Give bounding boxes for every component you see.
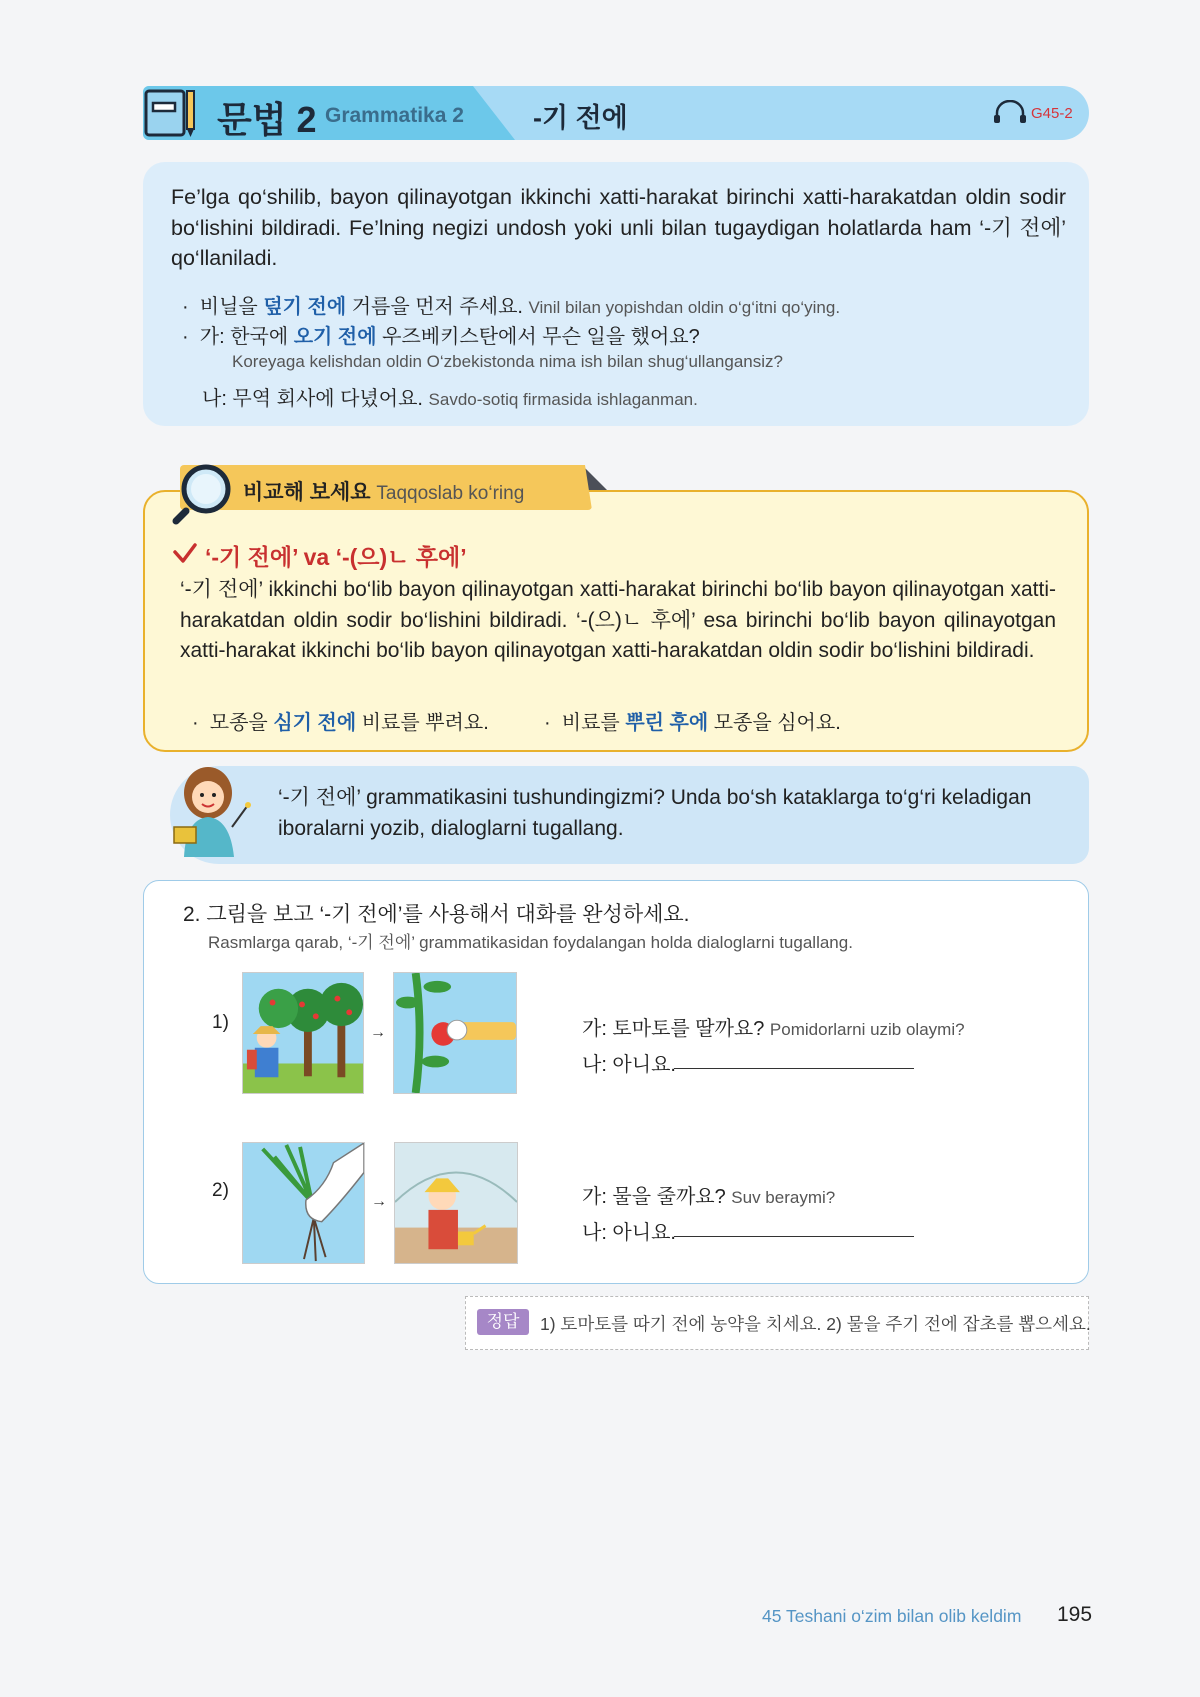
bullet: ·: [182, 296, 200, 318]
question-number: 2): [212, 1180, 229, 1201]
translation: Savdo-sotiq firmasida ishlaganman.: [428, 390, 698, 409]
dialogue-ga: 가: 토마토를 딸까요? Pomidorlarni uzib olaymi?: [582, 1018, 965, 1040]
tomato-field-picture: [242, 972, 364, 1094]
exercise-subtitle: Rasmlarga qarab, ‘-기 전에’ grammatikasidan foydalangan holda dialoglarni tugallang.: [208, 933, 853, 952]
example-1: · 비닐을 덮기 전에 거름을 먼저 주세요. Vinil bilan yopishdan oldin o‘g‘itni qo‘ying.: [182, 296, 841, 318]
compare-text: ‘-기 전에’ ikkinchi bo‘lib bayon qilinayotgan xatti-harakat birinchi bo‘lib bayon qilinayotgan xatti-harakatdan oldin sodir bo‘lishini bildiradi. ‘-(으)ㄴ 후에’ esa birinchi bo‘lib bayon qilinayotgan xatti-harakat ikkinchi bo‘lib bayon qilinayotgan xatti-harakatdan oldin sodir bo‘lishini bildiradi.: [180, 578, 1056, 662]
watering-picture: [394, 1142, 518, 1264]
compare-heading: ‘-기 전에’ va ‘-(으)ㄴ 후에’: [205, 544, 467, 570]
dialogue-ga: 가: 물을 줄까요? Suv beraymi?: [582, 1186, 836, 1208]
compare-example-1: · 모종을 심기 전에 비료를 뿌려요.: [192, 712, 489, 734]
teacher-note-text: ‘-기 전에’ grammatikasini tushundingizmi? Unda bo‘sh kataklarga to‘g‘ri keladigan iboralarni yozib, dialoglarni tugallang.: [278, 786, 1032, 840]
highlight: 덮기 전에: [263, 296, 347, 318]
dialogue-na: 나: 아니요.: [582, 1054, 676, 1076]
tomato-picking-picture: [393, 972, 517, 1094]
exercise-title: 2. 그림을 보고 ‘-기 전에’를 사용해서 대화를 완성하세요.: [183, 903, 690, 926]
answer-label: 정답: [477, 1309, 529, 1335]
arrow-icon: →: [371, 1193, 387, 1210]
magnifier-icon: [172, 461, 236, 525]
answer-blank[interactable]: [674, 1068, 914, 1069]
explanation-text: Fe’lga qo‘shilib, bayon qilinayotgan ikkinchi xatti-harakat birinchi xatti-harakatdan oldin sodir bo‘lishini bildiradi. Fe’lning negizi undosh yoki unli bilan tugaydigan holatlarda ham ‘-기 전에’ qo‘llaniladi.: [171, 185, 1066, 270]
weed-pulling-picture: [242, 1142, 365, 1264]
translation: Pomidorlarni uzib olaymi?: [769, 1020, 965, 1039]
compare-example-2: · 비료를 뿌린 후에 모종을 심어요.: [544, 712, 841, 734]
compare-tab-label: 비교해 보세요 Taqqoslab ko‘ring: [243, 481, 525, 504]
headphones-icon[interactable]: [992, 100, 1028, 124]
grammar-title: -기 전에: [533, 103, 628, 133]
audio-track-code[interactable]: G45-2: [1031, 105, 1073, 122]
bullet: ·: [182, 326, 200, 348]
highlight: 심기 전에: [273, 712, 357, 734]
page-number: 195: [1057, 1603, 1093, 1626]
dialogue-na: 나: 아니요.: [582, 1222, 676, 1244]
example-2: · 가: 한국에 오기 전에 우즈베키스탄에서 무슨 일을 했어요?: [182, 326, 700, 348]
grammar-number: 문법 2: [217, 99, 317, 140]
answer-text: 1) 토마토를 따기 전에 농약을 치세요. 2) 물을 주기 전에 잡초를 뽑으세요.: [540, 1314, 1091, 1334]
bullet: ·: [544, 712, 562, 734]
teacher-illustration: [168, 761, 260, 857]
book-pencil-icon: [143, 87, 199, 139]
highlight: 오기 전에: [293, 326, 377, 348]
example-3: 나: 무역 회사에 다녔어요. Savdo-sotiq firmasida ishlaganman.: [202, 388, 698, 410]
highlight: 뿌린 후에: [625, 712, 709, 734]
grammar-label: Grammatika 2: [325, 104, 464, 127]
compare-tab-sub: Taqqoslab ko‘ring: [376, 483, 525, 504]
answer-blank[interactable]: [674, 1236, 914, 1237]
check-icon: [173, 543, 197, 565]
question-number: 1): [212, 1012, 229, 1033]
translation: Suv beraymi?: [731, 1188, 836, 1207]
footer-chapter: 45 Teshani o‘zim bilan olib keldim: [762, 1606, 1022, 1626]
translation: Vinil bilan yopishdan oldin o‘g‘itni qo‘ying.: [528, 298, 841, 317]
bullet: ·: [192, 712, 210, 734]
example-2-translation: Koreyaga kelishdan oldin O‘zbekistonda nima ish bilan shug‘ullangansiz?: [232, 352, 783, 371]
arrow-icon: →: [370, 1024, 386, 1041]
